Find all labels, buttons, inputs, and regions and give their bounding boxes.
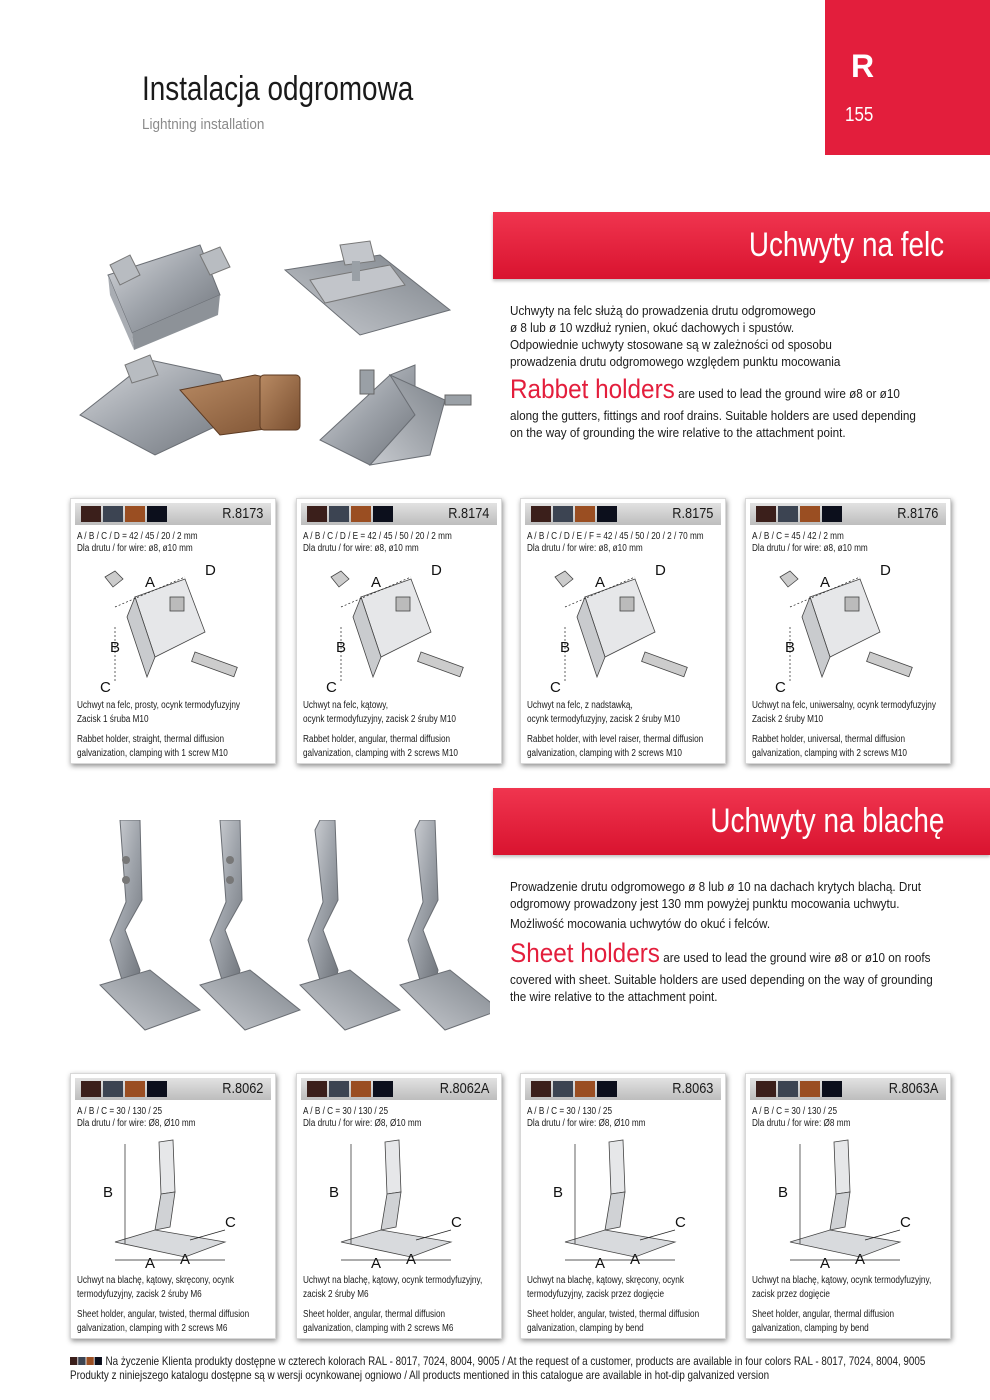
description-line: are used to lead the ground wire ø8 or ø10 bbox=[674, 386, 900, 401]
color-swatch bbox=[95, 1357, 102, 1365]
product-dimensions bbox=[77, 531, 198, 555]
dimensions-line: A / B / C / D / E = 42 / 45 / 50 / 20 / 2 mm bbox=[303, 531, 452, 542]
rabbet-holders-banner bbox=[493, 212, 990, 279]
color-swatch bbox=[307, 1081, 327, 1097]
svg-text:B: B bbox=[785, 639, 796, 656]
card-header bbox=[75, 1078, 271, 1100]
svg-text:B: B bbox=[336, 639, 347, 656]
product-code: R.8062A bbox=[439, 1080, 489, 1097]
svg-text:A: A bbox=[406, 1251, 417, 1268]
dimensions-line: A / B / C / D / E / F = 42 / 45 / 50 / 20 / 2 / 70 mm bbox=[527, 531, 704, 542]
svg-text:B: B bbox=[560, 639, 571, 656]
wire-line: Dla drutu / for wire: ø8, ø10 mm bbox=[303, 543, 419, 554]
product-description-en bbox=[77, 1308, 249, 1336]
banner-title: Uchwyty na blachę bbox=[709, 802, 944, 840]
color-swatch bbox=[800, 506, 820, 522]
product-description-pl bbox=[77, 699, 240, 727]
wire-line: Dla drutu / for wire: Ø8 mm bbox=[752, 1118, 851, 1129]
color-swatch bbox=[78, 1357, 85, 1365]
description-line: Rabbet holder, angular, thermal diffusion bbox=[303, 734, 451, 745]
product-dimensions bbox=[527, 1106, 645, 1130]
color-swatch bbox=[822, 506, 842, 522]
description-line: the wire relative to the attachment point. bbox=[510, 989, 718, 1004]
color-swatch bbox=[373, 506, 393, 522]
description-line: Uchwyt na blachę, kątowy, skręcony, ocynk bbox=[527, 1275, 684, 1286]
technical-drawing bbox=[525, 557, 721, 695]
wire-line: Dla drutu / for wire: Ø8, Ø10 mm bbox=[77, 1118, 196, 1129]
sheet-holders-heading: Sheet holders bbox=[510, 938, 660, 968]
product-card-r8176 bbox=[745, 498, 951, 764]
svg-text:A: A bbox=[180, 1251, 191, 1268]
technical-drawing bbox=[301, 557, 497, 695]
svg-text:B: B bbox=[110, 639, 121, 656]
product-description-en bbox=[303, 733, 458, 761]
color-swatch bbox=[81, 506, 101, 522]
svg-text:A: A bbox=[855, 1251, 866, 1268]
description-line: Uchwyt na felc, z nadstawką, bbox=[527, 700, 633, 711]
product-card-r8063a bbox=[745, 1073, 951, 1339]
description-line: Rabbet holder, universal, thermal diffusion bbox=[752, 734, 906, 745]
rabbet-holders-photo bbox=[70, 225, 490, 475]
svg-text:B: B bbox=[329, 1184, 340, 1201]
svg-text:A: A bbox=[371, 574, 382, 591]
svg-text:A: A bbox=[630, 1251, 641, 1268]
product-card-r8174 bbox=[296, 498, 502, 764]
description-line: zacisk przez dogięcie bbox=[752, 1289, 830, 1300]
dimensions-line: A / B / C = 30 / 130 / 25 bbox=[77, 1106, 163, 1117]
color-swatch bbox=[756, 506, 776, 522]
page-number: 155 bbox=[845, 104, 874, 126]
dimensions-line: A / B / C / D = 42 / 45 / 20 / 2 mm bbox=[77, 531, 198, 542]
page-subtitle: Lightning installation bbox=[142, 116, 265, 133]
svg-text:B: B bbox=[553, 1184, 564, 1201]
product-description-pl bbox=[303, 699, 456, 727]
product-card-r8173 bbox=[70, 498, 276, 764]
description-line: Sheet holder, angular, twisted, thermal diffusion bbox=[527, 1309, 700, 1320]
product-code: R.8174 bbox=[447, 505, 489, 522]
card-header bbox=[525, 1078, 721, 1100]
description-line: galvanization, clamping with 1 screw M10 bbox=[77, 748, 228, 759]
section-letter: R bbox=[851, 48, 875, 84]
svg-text:A: A bbox=[145, 1255, 156, 1270]
description-line: covered with sheet. Suitable holders are used depending on the way of grounding bbox=[510, 972, 933, 987]
product-description-en bbox=[303, 1308, 453, 1336]
description-line: ø 8 lub ø 10 wzdłuż rynien, okuć dachowych i spustów. bbox=[510, 320, 795, 335]
svg-text:A: A bbox=[820, 1255, 831, 1270]
technical-drawing bbox=[75, 1132, 271, 1270]
description-line: galvanization, clamping with 2 screws M10 bbox=[752, 748, 907, 759]
dimensions-line: A / B / C = 30 / 130 / 25 bbox=[527, 1106, 613, 1117]
color-swatch bbox=[103, 506, 123, 522]
footer-galvanized-note: Produkty z niniejszego katalogu dostępne są w wersji ocynkowanej ogniowo / All products mentioned in this catalogue are available in hot-dip galvanized version bbox=[70, 1368, 770, 1382]
description-line: ocynk termodyfuzyjny, zacisk 2 śruby M10 bbox=[527, 714, 680, 725]
dimensions-line: A / B / C = 45 / 42 / 2 mm bbox=[752, 531, 844, 542]
page-title: Instalacja odgromowa bbox=[142, 70, 414, 108]
banner-title: Uchwyty na felc bbox=[748, 226, 944, 264]
card-header bbox=[75, 503, 271, 525]
color-swatch bbox=[800, 1081, 820, 1097]
product-description-pl bbox=[752, 1274, 931, 1302]
color-swatch bbox=[553, 1081, 573, 1097]
color-swatch bbox=[125, 506, 145, 522]
dimensions-line: A / B / C = 30 / 130 / 25 bbox=[303, 1106, 389, 1117]
rabbet-holders-description bbox=[510, 302, 933, 441]
technical-drawing bbox=[75, 557, 271, 695]
product-dimensions bbox=[752, 1106, 850, 1130]
description-line: along the gutters, fittings and roof drains. Suitable holders are used depending bbox=[510, 408, 916, 423]
svg-text:C: C bbox=[100, 679, 111, 695]
product-description-pl bbox=[527, 699, 680, 727]
wire-line: Dla drutu / for wire: ø8, ø10 mm bbox=[752, 543, 868, 554]
description-line: galvanization, clamping with 2 screws M10 bbox=[303, 748, 458, 759]
svg-text:D: D bbox=[655, 562, 666, 579]
sheet-holders-photo bbox=[90, 820, 490, 1040]
color-swatch bbox=[575, 1081, 595, 1097]
color-swatch bbox=[351, 1081, 371, 1097]
color-swatch bbox=[373, 1081, 393, 1097]
description-line: ocynk termodyfuzyjny, zacisk 2 śruby M10 bbox=[303, 714, 456, 725]
description-line: on the way of grounding the wire relative to the attachment point. bbox=[510, 425, 846, 440]
color-swatch bbox=[70, 1357, 77, 1365]
description-line: Sheet holder, angular, thermal diffusion bbox=[752, 1309, 895, 1320]
description-line: Prowadzenie drutu odgromowego ø 8 lub ø 10 na dachach krytych blachą. Drut bbox=[510, 879, 922, 894]
svg-text:C: C bbox=[675, 1214, 686, 1231]
product-description-en bbox=[752, 1308, 894, 1336]
product-dimensions bbox=[303, 531, 452, 555]
svg-text:A: A bbox=[371, 1255, 382, 1270]
svg-text:C: C bbox=[550, 679, 561, 695]
card-header bbox=[750, 1078, 946, 1100]
product-description-pl bbox=[752, 699, 936, 727]
product-card-r8063 bbox=[520, 1073, 726, 1339]
description-line: Sheet holder, angular, twisted, thermal diffusion bbox=[77, 1309, 250, 1320]
svg-text:A: A bbox=[595, 574, 606, 591]
product-code: R.8175 bbox=[671, 505, 713, 522]
color-swatch bbox=[81, 1081, 101, 1097]
wire-line: Dla drutu / for wire: Ø8, Ø10 mm bbox=[303, 1118, 422, 1129]
description-line: zacisk 2 śruby M6 bbox=[303, 1289, 369, 1300]
product-code: R.8173 bbox=[221, 505, 263, 522]
description-line: are used to lead the ground wire ø8 or ø10 on roofs bbox=[659, 950, 931, 965]
description-line: Zacisk 2 śruby M10 bbox=[752, 714, 824, 725]
description-line: galvanization, clamping by bend bbox=[752, 1323, 869, 1334]
technical-drawing bbox=[750, 1132, 946, 1270]
sheet-holders-description bbox=[510, 878, 933, 1005]
color-swatch bbox=[597, 1081, 617, 1097]
card-header bbox=[750, 503, 946, 525]
product-dimensions bbox=[303, 1106, 421, 1130]
product-dimensions bbox=[752, 531, 868, 555]
wire-line: Dla drutu / for wire: ø8, ø10 mm bbox=[527, 543, 643, 554]
svg-text:C: C bbox=[900, 1214, 911, 1231]
svg-text:C: C bbox=[775, 679, 786, 695]
description-line: Uchwyt na blachę, kątowy, ocynk termodyfuzyjny, bbox=[752, 1275, 932, 1286]
svg-text:D: D bbox=[431, 562, 442, 579]
description-line: termodyfuzyjny, zacisk przez dogięcie bbox=[527, 1289, 665, 1300]
svg-text:C: C bbox=[326, 679, 337, 695]
color-swatch bbox=[307, 506, 327, 522]
svg-text:C: C bbox=[451, 1214, 462, 1231]
color-swatch bbox=[531, 506, 551, 522]
sheet-holders-banner bbox=[493, 788, 990, 855]
technical-drawing bbox=[301, 1132, 497, 1270]
product-card-r8062a bbox=[296, 1073, 502, 1339]
product-description-pl bbox=[303, 1274, 482, 1302]
color-swatch bbox=[575, 506, 595, 522]
color-swatch bbox=[103, 1081, 123, 1097]
svg-text:C: C bbox=[225, 1214, 236, 1231]
color-swatch bbox=[125, 1081, 145, 1097]
description-line: Rabbet holder, straight, thermal diffusion bbox=[77, 734, 225, 745]
description-line: Uchwyt na felc, prosty, ocynk termodyfuzyjny bbox=[77, 700, 241, 711]
description-line: Odpowiednie uchwyty stosowane są w zależności od sposobu bbox=[510, 337, 832, 352]
svg-text:A: A bbox=[820, 574, 831, 591]
rabbet-holders-heading: Rabbet holders bbox=[510, 374, 675, 404]
product-description-pl bbox=[77, 1274, 234, 1302]
color-swatch bbox=[531, 1081, 551, 1097]
holder-2 bbox=[200, 820, 300, 1030]
color-swatch bbox=[778, 506, 798, 522]
svg-text:A: A bbox=[595, 1255, 606, 1270]
holder-4 bbox=[400, 820, 490, 1030]
description-line: galvanization, clamping with 2 screws M6 bbox=[303, 1323, 454, 1334]
color-swatch bbox=[329, 1081, 349, 1097]
color-swatch bbox=[597, 506, 617, 522]
product-card-r8175 bbox=[520, 498, 726, 764]
color-swatch bbox=[778, 1081, 798, 1097]
description-line: Uchwyt na blachę, kątowy, skręcony, ocynk bbox=[77, 1275, 234, 1286]
description-line: galvanization, clamping with 2 screws M6 bbox=[77, 1323, 228, 1334]
technical-drawing bbox=[750, 557, 946, 695]
technical-drawing bbox=[525, 1132, 721, 1270]
wire-line: Dla drutu / for wire: Ø8, Ø10 mm bbox=[527, 1118, 646, 1129]
card-header bbox=[301, 503, 497, 525]
product-description-en bbox=[752, 733, 907, 761]
svg-text:B: B bbox=[103, 1184, 114, 1201]
description-line: Uchwyty na felc służą do prowadzenia drutu odgromowego bbox=[510, 303, 816, 318]
description-line: Zacisk 1 śruba M10 bbox=[77, 714, 149, 725]
description-line: galvanization, clamping with 2 screws M10 bbox=[527, 748, 682, 759]
card-header bbox=[301, 1078, 497, 1100]
description-line: galvanization, clamping by bend bbox=[527, 1323, 644, 1334]
description-line: odgromowy prowadzony jest 130 mm powyżej punktu mocowania uchwytu. bbox=[510, 896, 900, 911]
description-line: Uchwyt na felc, kątowy, bbox=[303, 700, 389, 711]
svg-text:D: D bbox=[205, 562, 216, 579]
description-line: termodyfuzyjny, zacisk 2 śruby M6 bbox=[77, 1289, 202, 1300]
description-line: Uchwyt na blachę, kątowy, ocynk termodyfuzyjny, bbox=[303, 1275, 483, 1286]
color-swatch bbox=[553, 506, 573, 522]
svg-text:A: A bbox=[145, 574, 156, 591]
description-line: Uchwyt na felc, uniwersalny, ocynk termodyfuzyjny bbox=[752, 700, 936, 711]
description-line: Możliwość mocowania uchwytów do okuć i felców. bbox=[510, 916, 771, 931]
svg-text:B: B bbox=[778, 1184, 789, 1201]
description-line: Rabbet holder, with level raiser, thermal diffusion bbox=[527, 734, 704, 745]
product-description-pl bbox=[527, 1274, 684, 1302]
holder-1 bbox=[100, 820, 200, 1030]
product-dimensions bbox=[527, 531, 704, 555]
color-swatch bbox=[822, 1081, 842, 1097]
footer-colors-note bbox=[70, 1354, 925, 1368]
footer-line-1: Na życzenie Klienta produkty dostępne w czterech kolorach RAL - 8017, 7024, 8004, 9005 / At the request of a customer, products are available in four colors RAL - 8017, 7024, 8004, 9005 bbox=[105, 1354, 926, 1368]
color-swatch bbox=[147, 506, 167, 522]
color-swatch bbox=[86, 1357, 93, 1365]
color-swatch bbox=[329, 506, 349, 522]
wire-line: Dla drutu / for wire: ø8, ø10 mm bbox=[77, 543, 193, 554]
product-code: R.8176 bbox=[896, 505, 938, 522]
product-code: R.8063A bbox=[888, 1080, 938, 1097]
description-line: prowadzenia drutu odgromowego względem punktu mocowania bbox=[510, 354, 841, 369]
product-code: R.8062 bbox=[221, 1080, 263, 1097]
dimensions-line: A / B / C = 30 / 130 / 25 bbox=[752, 1106, 838, 1117]
product-code: R.8063 bbox=[671, 1080, 713, 1097]
product-dimensions bbox=[77, 1106, 195, 1130]
section-tab bbox=[825, 0, 990, 155]
holder-3 bbox=[300, 820, 400, 1030]
product-description-en bbox=[527, 733, 703, 761]
color-swatch bbox=[351, 506, 371, 522]
product-card-r8062 bbox=[70, 1073, 276, 1339]
product-description-en bbox=[77, 733, 228, 761]
color-swatch bbox=[756, 1081, 776, 1097]
card-header bbox=[525, 503, 721, 525]
description-line: Sheet holder, angular, thermal diffusion bbox=[303, 1309, 446, 1320]
product-description-en bbox=[527, 1308, 699, 1336]
color-swatch bbox=[147, 1081, 167, 1097]
svg-text:D: D bbox=[880, 562, 891, 579]
